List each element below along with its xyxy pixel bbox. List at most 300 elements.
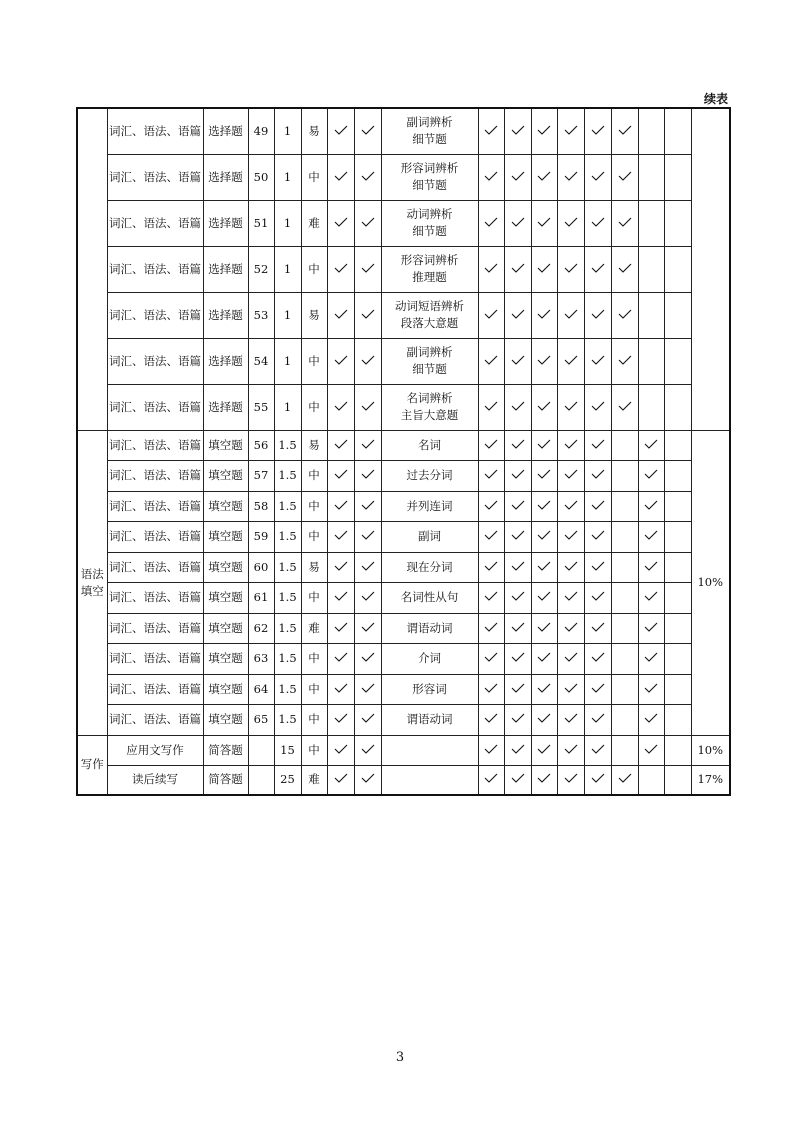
check-cell xyxy=(478,674,504,704)
point-label: 形容词辨析 xyxy=(400,253,459,267)
category-label: 语法 xyxy=(80,566,104,581)
check-cell xyxy=(638,765,664,795)
check-cell xyxy=(584,108,611,154)
check-cell xyxy=(531,154,557,200)
check-cell xyxy=(664,765,691,795)
point-label: 推理题 xyxy=(412,270,447,284)
check-cell xyxy=(354,552,381,582)
check-cell xyxy=(531,246,557,292)
point-cell xyxy=(381,643,478,674)
check-mark-icon xyxy=(537,683,551,693)
point-label: 现在分词 xyxy=(406,559,453,574)
score-cell: 1 xyxy=(274,246,301,292)
type-cell: 填空题 xyxy=(203,674,248,704)
check-mark-icon xyxy=(484,744,498,754)
check-mark-icon xyxy=(618,773,632,783)
check-mark-icon xyxy=(484,713,498,723)
check-cell xyxy=(327,521,354,552)
check-mark-icon xyxy=(591,530,605,540)
check-cell xyxy=(478,735,504,765)
point-cell xyxy=(381,613,478,643)
table-body xyxy=(77,108,730,795)
content-cell: 词汇、语法、语篇 xyxy=(107,430,203,460)
check-cell xyxy=(327,338,354,384)
check-cell xyxy=(664,582,691,613)
content-cell: 词汇、语法、语篇 xyxy=(107,154,203,200)
check-cell xyxy=(611,108,638,154)
check-cell xyxy=(504,643,531,674)
check-cell xyxy=(638,643,664,674)
check-mark-icon xyxy=(334,622,348,632)
difficulty-cell: 易 xyxy=(301,430,327,460)
check-mark-icon xyxy=(484,683,498,693)
check-cell xyxy=(504,674,531,704)
type-cell: 简答题 xyxy=(203,765,248,795)
check-cell xyxy=(354,643,381,674)
check-cell xyxy=(327,460,354,491)
category-cell xyxy=(77,430,107,735)
number-cell: 61 xyxy=(248,582,274,613)
number-cell: 63 xyxy=(248,643,274,674)
check-mark-icon xyxy=(484,530,498,540)
check-mark-icon xyxy=(334,713,348,723)
check-cell xyxy=(354,613,381,643)
check-cell xyxy=(584,552,611,582)
check-mark-icon xyxy=(361,713,375,723)
check-mark-icon xyxy=(564,773,578,783)
score-cell: 1.5 xyxy=(274,674,301,704)
content-cell: 词汇、语法、语篇 xyxy=(107,552,203,582)
point-cell xyxy=(381,765,478,795)
score-cell: 1.5 xyxy=(274,521,301,552)
check-mark-icon xyxy=(644,439,658,449)
difficulty-cell: 难 xyxy=(301,200,327,246)
check-cell xyxy=(354,246,381,292)
check-mark-icon xyxy=(334,744,348,754)
content-cell: 读后续写 xyxy=(107,765,203,795)
check-mark-icon xyxy=(537,591,551,601)
type-cell: 填空题 xyxy=(203,460,248,491)
percent-cell xyxy=(691,108,730,430)
point-label: 谓语动词 xyxy=(406,712,453,726)
content-cell: 词汇、语法、语篇 xyxy=(107,582,203,613)
check-cell xyxy=(478,430,504,460)
check-mark-icon xyxy=(511,439,525,449)
table-row xyxy=(77,704,730,735)
table-row xyxy=(77,384,730,430)
table-row xyxy=(77,674,730,704)
score-cell: 1 xyxy=(274,108,301,154)
check-mark-icon xyxy=(334,401,348,411)
number-cell: 50 xyxy=(248,154,274,200)
check-cell xyxy=(504,582,531,613)
check-cell xyxy=(531,765,557,795)
point-cell xyxy=(381,521,478,552)
check-cell xyxy=(531,552,557,582)
difficulty-cell: 中 xyxy=(301,460,327,491)
point-cell xyxy=(381,430,478,460)
check-cell xyxy=(354,154,381,200)
check-mark-icon xyxy=(484,401,498,411)
score-cell: 1 xyxy=(274,338,301,384)
check-mark-icon xyxy=(564,439,578,449)
check-mark-icon xyxy=(644,652,658,662)
content-cell: 词汇、语法、语篇 xyxy=(107,246,203,292)
check-mark-icon xyxy=(591,500,605,510)
difficulty-cell: 中 xyxy=(301,384,327,430)
exam-spec-table xyxy=(76,107,731,796)
point-label: 并列连词 xyxy=(406,498,453,513)
check-cell xyxy=(638,491,664,521)
score-cell: 1 xyxy=(274,200,301,246)
check-mark-icon xyxy=(361,622,375,632)
check-mark-icon xyxy=(334,217,348,227)
check-mark-icon xyxy=(537,530,551,540)
check-mark-icon xyxy=(511,171,525,181)
check-mark-icon xyxy=(537,171,551,181)
check-cell xyxy=(584,674,611,704)
score-cell: 1.5 xyxy=(274,704,301,735)
check-cell xyxy=(557,643,584,674)
check-cell xyxy=(531,613,557,643)
difficulty-cell: 中 xyxy=(301,338,327,384)
check-cell xyxy=(557,582,584,613)
check-mark-icon xyxy=(618,263,632,273)
check-mark-icon xyxy=(537,309,551,319)
check-mark-icon xyxy=(618,125,632,135)
check-cell xyxy=(478,200,504,246)
table-row xyxy=(77,430,730,460)
check-mark-icon xyxy=(361,773,375,783)
table-row xyxy=(77,643,730,674)
check-cell xyxy=(531,108,557,154)
check-cell xyxy=(557,430,584,460)
check-cell xyxy=(504,200,531,246)
table-row xyxy=(77,613,730,643)
category-cell xyxy=(77,735,107,795)
check-cell xyxy=(557,154,584,200)
point-cell xyxy=(381,154,478,200)
check-cell xyxy=(327,582,354,613)
type-cell: 填空题 xyxy=(203,613,248,643)
check-cell xyxy=(504,613,531,643)
point-cell xyxy=(381,491,478,521)
check-cell xyxy=(504,154,531,200)
table-row xyxy=(77,154,730,200)
number-cell: 62 xyxy=(248,613,274,643)
check-mark-icon xyxy=(484,652,498,662)
check-cell xyxy=(638,735,664,765)
check-cell xyxy=(584,521,611,552)
table-row xyxy=(77,582,730,613)
table-row xyxy=(77,108,730,154)
check-cell xyxy=(327,643,354,674)
check-cell xyxy=(638,338,664,384)
check-cell xyxy=(478,521,504,552)
score-cell: 1.5 xyxy=(274,552,301,582)
content-cell: 词汇、语法、语篇 xyxy=(107,643,203,674)
check-cell xyxy=(327,735,354,765)
check-cell xyxy=(611,735,638,765)
check-mark-icon xyxy=(591,773,605,783)
difficulty-cell: 中 xyxy=(301,246,327,292)
check-mark-icon xyxy=(334,500,348,510)
check-mark-icon xyxy=(564,591,578,601)
check-mark-icon xyxy=(591,652,605,662)
page-number: 3 xyxy=(395,1050,405,1065)
difficulty-cell: 中 xyxy=(301,674,327,704)
table-row xyxy=(77,246,730,292)
check-mark-icon xyxy=(618,309,632,319)
check-cell xyxy=(584,200,611,246)
check-mark-icon xyxy=(564,652,578,662)
check-mark-icon xyxy=(361,683,375,693)
check-cell xyxy=(531,292,557,338)
check-mark-icon xyxy=(644,500,658,510)
check-cell xyxy=(531,704,557,735)
check-cell xyxy=(584,292,611,338)
check-mark-icon xyxy=(564,469,578,479)
check-cell xyxy=(478,704,504,735)
check-mark-icon xyxy=(511,683,525,693)
check-cell xyxy=(638,292,664,338)
point-label: 副词辨析 xyxy=(406,115,453,130)
check-mark-icon xyxy=(361,309,375,319)
check-cell xyxy=(354,704,381,735)
type-cell: 选择题 xyxy=(203,338,248,384)
content-cell: 词汇、语法、语篇 xyxy=(107,338,203,384)
type-cell: 简答题 xyxy=(203,735,248,765)
number-cell: 52 xyxy=(248,246,274,292)
check-cell xyxy=(664,292,691,338)
check-cell xyxy=(478,491,504,521)
check-mark-icon xyxy=(511,309,525,319)
content-cell: 词汇、语法、语篇 xyxy=(107,292,203,338)
point-label: 名词 xyxy=(418,437,441,452)
type-cell: 填空题 xyxy=(203,704,248,735)
check-cell xyxy=(664,338,691,384)
check-cell xyxy=(557,460,584,491)
check-cell xyxy=(557,735,584,765)
check-mark-icon xyxy=(537,744,551,754)
check-mark-icon xyxy=(564,355,578,365)
number-cell xyxy=(248,735,274,765)
check-cell xyxy=(504,552,531,582)
check-cell xyxy=(664,460,691,491)
check-cell xyxy=(504,430,531,460)
difficulty-cell: 易 xyxy=(301,292,327,338)
check-cell xyxy=(664,643,691,674)
content-cell: 词汇、语法、语篇 xyxy=(107,384,203,430)
check-mark-icon xyxy=(564,622,578,632)
category-label: 填空 xyxy=(80,583,104,598)
check-mark-icon xyxy=(334,355,348,365)
check-cell xyxy=(638,430,664,460)
number-cell: 58 xyxy=(248,491,274,521)
check-cell xyxy=(664,521,691,552)
difficulty-cell: 中 xyxy=(301,704,327,735)
point-label: 主旨大意题 xyxy=(400,408,459,422)
point-label: 细节题 xyxy=(412,224,447,238)
check-mark-icon xyxy=(537,355,551,365)
check-cell xyxy=(584,246,611,292)
check-mark-icon xyxy=(334,530,348,540)
check-mark-icon xyxy=(511,469,525,479)
check-mark-icon xyxy=(537,217,551,227)
type-cell: 填空题 xyxy=(203,643,248,674)
check-cell xyxy=(611,674,638,704)
check-mark-icon xyxy=(361,530,375,540)
table-row xyxy=(77,552,730,582)
check-mark-icon xyxy=(511,773,525,783)
check-cell xyxy=(354,491,381,521)
check-cell xyxy=(354,430,381,460)
point-cell xyxy=(381,292,478,338)
check-cell xyxy=(664,430,691,460)
percent-cell: 17% xyxy=(691,765,730,795)
difficulty-cell: 中 xyxy=(301,154,327,200)
check-cell xyxy=(664,108,691,154)
check-cell xyxy=(557,384,584,430)
check-cell xyxy=(327,674,354,704)
check-mark-icon xyxy=(591,469,605,479)
check-mark-icon xyxy=(334,469,348,479)
content-cell: 词汇、语法、语篇 xyxy=(107,613,203,643)
check-cell xyxy=(584,643,611,674)
check-mark-icon xyxy=(484,171,498,181)
check-cell xyxy=(611,643,638,674)
check-cell xyxy=(531,338,557,384)
check-cell xyxy=(611,704,638,735)
point-cell xyxy=(381,246,478,292)
check-cell xyxy=(354,292,381,338)
table-row xyxy=(77,200,730,246)
check-cell xyxy=(504,735,531,765)
check-cell xyxy=(478,613,504,643)
check-cell xyxy=(638,704,664,735)
check-mark-icon xyxy=(564,263,578,273)
check-cell xyxy=(354,765,381,795)
check-cell xyxy=(611,154,638,200)
check-cell xyxy=(584,154,611,200)
check-mark-icon xyxy=(334,561,348,571)
check-cell xyxy=(584,582,611,613)
point-label: 形容词辨析 xyxy=(400,161,459,175)
point-label: 谓语动词 xyxy=(406,620,453,635)
check-cell xyxy=(557,765,584,795)
check-mark-icon xyxy=(511,530,525,540)
check-mark-icon xyxy=(511,401,525,411)
check-mark-icon xyxy=(511,652,525,662)
check-cell xyxy=(354,674,381,704)
check-cell xyxy=(611,491,638,521)
check-mark-icon xyxy=(537,713,551,723)
difficulty-cell: 难 xyxy=(301,765,327,795)
check-mark-icon xyxy=(361,469,375,479)
check-mark-icon xyxy=(484,217,498,227)
check-cell xyxy=(531,674,557,704)
content-cell: 词汇、语法、语篇 xyxy=(107,108,203,154)
check-mark-icon xyxy=(511,217,525,227)
type-cell: 填空题 xyxy=(203,552,248,582)
table-row xyxy=(77,338,730,384)
check-mark-icon xyxy=(564,530,578,540)
number-cell: 59 xyxy=(248,521,274,552)
check-cell xyxy=(478,108,504,154)
check-cell xyxy=(557,200,584,246)
check-mark-icon xyxy=(591,744,605,754)
check-cell xyxy=(478,384,504,430)
check-mark-icon xyxy=(537,263,551,273)
check-cell xyxy=(354,338,381,384)
type-cell: 选择题 xyxy=(203,108,248,154)
point-cell xyxy=(381,460,478,491)
type-cell: 填空题 xyxy=(203,430,248,460)
check-mark-icon xyxy=(484,355,498,365)
check-cell xyxy=(584,338,611,384)
check-cell xyxy=(638,582,664,613)
check-cell xyxy=(664,704,691,735)
check-mark-icon xyxy=(564,125,578,135)
number-cell: 65 xyxy=(248,704,274,735)
check-mark-icon xyxy=(537,401,551,411)
content-cell: 词汇、语法、语篇 xyxy=(107,200,203,246)
check-cell xyxy=(584,491,611,521)
check-cell xyxy=(531,735,557,765)
check-cell xyxy=(638,384,664,430)
table-row xyxy=(77,491,730,521)
table-row xyxy=(77,765,730,795)
check-cell xyxy=(584,704,611,735)
check-cell xyxy=(354,384,381,430)
check-cell xyxy=(478,246,504,292)
check-mark-icon xyxy=(537,125,551,135)
number-cell: 53 xyxy=(248,292,274,338)
check-mark-icon xyxy=(484,439,498,449)
check-cell xyxy=(557,613,584,643)
difficulty-cell: 易 xyxy=(301,552,327,582)
check-cell xyxy=(611,521,638,552)
check-cell xyxy=(327,292,354,338)
check-cell xyxy=(478,460,504,491)
check-mark-icon xyxy=(537,561,551,571)
check-cell xyxy=(584,430,611,460)
percent-cell: 10% xyxy=(691,430,730,735)
content-cell: 词汇、语法、语篇 xyxy=(107,460,203,491)
number-cell: 64 xyxy=(248,674,274,704)
number-cell: 57 xyxy=(248,460,274,491)
check-mark-icon xyxy=(644,744,658,754)
check-cell xyxy=(504,704,531,735)
score-cell: 1.5 xyxy=(274,643,301,674)
check-cell xyxy=(504,460,531,491)
check-cell xyxy=(557,108,584,154)
point-label: 细节题 xyxy=(412,362,447,376)
check-mark-icon xyxy=(361,401,375,411)
point-label: 名词辨析 xyxy=(406,391,453,405)
number-cell: 49 xyxy=(248,108,274,154)
point-label: 段落大意题 xyxy=(400,316,459,330)
content-cell: 词汇、语法、语篇 xyxy=(107,704,203,735)
point-cell xyxy=(381,384,478,430)
difficulty-cell: 中 xyxy=(301,521,327,552)
check-mark-icon xyxy=(334,683,348,693)
point-cell xyxy=(381,200,478,246)
check-cell xyxy=(531,384,557,430)
check-mark-icon xyxy=(591,561,605,571)
point-cell xyxy=(381,735,478,765)
check-cell xyxy=(478,292,504,338)
